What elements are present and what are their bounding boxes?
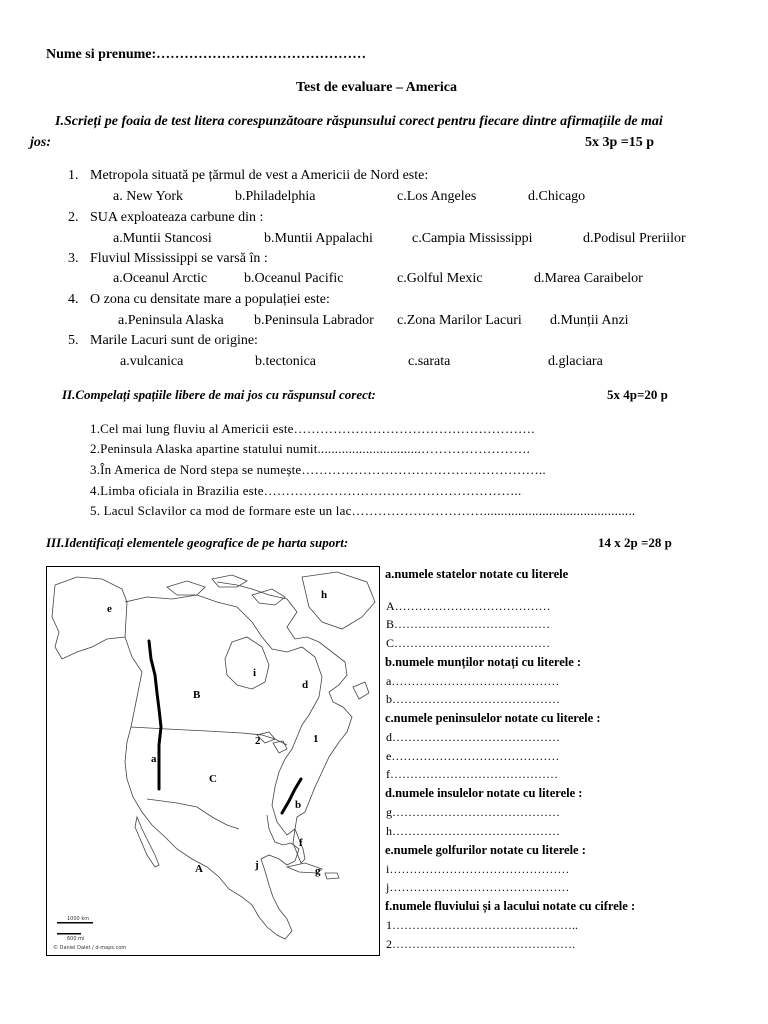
question-text: Marile Lacuri sunt de origine: <box>90 333 258 348</box>
question-number: 2. <box>68 210 79 225</box>
scale-label-km: 1000 km <box>67 916 90 922</box>
question-number: 3. <box>68 251 79 266</box>
map-label-e: e <box>107 603 112 615</box>
answer-line: A………………………………… <box>386 599 551 613</box>
map-label-C: C <box>209 773 217 785</box>
section2-score: 5x 4p=20 p <box>607 387 668 402</box>
answer-line: B………………………………… <box>386 617 551 631</box>
map-label-f: f <box>299 837 303 849</box>
section1-instruction: I.Scrieți pe foaia de test litera corespunzătoare răspunsului corect pentru fiecare dintre afirmațiile de mai <box>55 114 663 129</box>
answer-line: g…………………………………… <box>386 805 560 819</box>
option-a: a.Peninsula Alaska <box>118 313 224 328</box>
question-text: Metropola situată pe țărmul de vest a Americii de Nord este: <box>90 168 429 183</box>
option-c: c.Campia Mississippi <box>412 231 533 246</box>
scale-label-mi: 600 mi <box>67 936 85 942</box>
section2-instruction: II.Compelați spațiile libere de mai jos cu răspunsul corect: <box>62 387 376 402</box>
map-outline <box>47 567 379 955</box>
option-b: b.Muntii Appalachi <box>264 231 373 246</box>
answer-line: e…………………………………… <box>386 749 560 763</box>
map-label-a: a <box>151 753 157 765</box>
option-b: b.Peninsula Labrador <box>254 313 374 328</box>
section3-score: 14 x 2p =28 p <box>598 535 672 550</box>
answer-line: i……………………………………… <box>386 862 570 876</box>
page-title: Test de evaluare – America <box>296 80 457 95</box>
question-text: O zona cu densitate mare a populației este: <box>90 292 330 307</box>
option-c: c.Golful Mexic <box>397 271 483 286</box>
map-credit: © Daniel Dalet / d-maps.com <box>53 945 127 951</box>
fill-line: 3.În America de Nord stepa se numește……………………………………………….. <box>90 462 546 477</box>
fill-line: 4.Limba oficiala in Brazilia este………………………………………………….. <box>90 483 522 498</box>
section1-instruction-cont: jos: <box>30 135 51 150</box>
option-d: d.Chicago <box>528 189 586 204</box>
answer-line: f…………………………………… <box>386 767 558 781</box>
rocky-mountains-line <box>149 641 161 789</box>
option-b: b.Philadelphia <box>235 189 316 204</box>
answer-line: 1……………………………………….. <box>386 918 578 932</box>
answer-line: b…………………………………… <box>386 692 560 706</box>
option-d: d.Munții Anzi <box>550 313 629 328</box>
map-label-d: d <box>302 679 309 691</box>
group-heading-river-lake: f.numele fluviului și a lacului notate cu cifrele : <box>385 899 636 913</box>
option-b: b.tectonica <box>255 354 317 369</box>
north-america-map <box>46 566 380 956</box>
answer-line: a…………………………………… <box>386 674 560 688</box>
map-label-i: i <box>253 667 257 679</box>
question-number: 5. <box>68 333 79 348</box>
question-text: Fluviul Mississippi se varsă în : <box>90 251 268 266</box>
fill-line: 1.Cel mai lung fluviu al Americii este………………………………………………. <box>90 421 535 436</box>
option-d: d.Marea Caraibelor <box>534 271 643 286</box>
option-c: c.Zona Marilor Lacuri <box>397 313 522 328</box>
option-a: a. New York <box>113 189 183 204</box>
option-c: c.sarata <box>408 354 451 369</box>
group-heading-states: a.numele statelor notate cu literele <box>385 567 569 581</box>
answer-line: h…………………………………… <box>386 824 560 838</box>
option-b: b.Oceanul Pacific <box>244 271 344 286</box>
scale-bar <box>57 933 81 935</box>
option-c: c.Los Angeles <box>397 189 477 204</box>
section1-score: 5x 3p =15 p <box>585 135 655 150</box>
option-a: a.vulcanica <box>120 354 184 369</box>
group-heading-peninsulas: c.numele peninsulelor notate cu literele : <box>385 711 601 725</box>
name-line: Nume si prenume:……………………………………… <box>46 47 367 62</box>
map-label-h: h <box>321 589 328 601</box>
scale-bar <box>57 922 93 924</box>
group-heading-gulfs: e.numele golfurilor notate cu literele : <box>385 843 586 857</box>
option-a: a.Muntii Stancosi <box>113 231 212 246</box>
answer-line: 2………………………………………. <box>386 937 575 951</box>
map-label-2: 2 <box>255 735 261 747</box>
map-label-1: 1 <box>313 733 319 745</box>
option-a: a.Oceanul Arctic <box>113 271 208 286</box>
question-number: 1. <box>68 168 79 183</box>
question-text: SUA exploateaza carbune din : <box>90 210 264 225</box>
group-heading-mountains: b.numele munților notați cu literele : <box>385 655 582 669</box>
map-label-g: g <box>315 865 321 877</box>
map-label-A: A <box>195 863 203 875</box>
section3-instruction: III.Identificați elementele geografice de pe harta suport: <box>46 535 349 550</box>
fill-line: 5. Lacul Sclavilor ca mod de formare este un lac…………………………............................................ <box>90 503 636 518</box>
answer-line: C………………………………… <box>386 636 551 650</box>
map-label-b: b <box>295 799 302 811</box>
question-number: 4. <box>68 292 79 307</box>
fill-line: 2.Peninsula Alaska apartine statului numit..............................……………………. <box>90 441 531 456</box>
map-label-B: B <box>193 689 201 701</box>
group-heading-islands: d.numele insulelor notate cu literele : <box>385 786 583 800</box>
option-d: d.Podisul Preriilor <box>583 231 686 246</box>
option-d: d.glaciara <box>548 354 603 369</box>
map-label-j: j <box>255 859 259 871</box>
answer-line: j……………………………………… <box>386 880 570 894</box>
answer-line: d…………………………………… <box>386 730 560 744</box>
